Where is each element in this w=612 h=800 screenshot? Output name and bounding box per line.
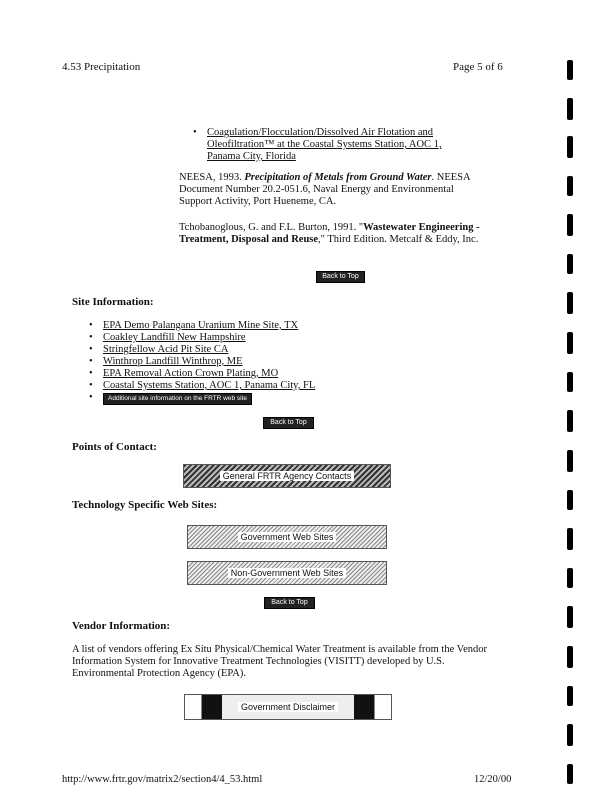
site-info-heading: Site Information:: [72, 296, 154, 308]
government-disclaimer-banner[interactable]: [184, 694, 392, 720]
vendor-heading: Vendor Information:: [72, 620, 171, 632]
neesa-title: Precipitation of Metals from Ground Water: [244, 172, 432, 183]
reference-tchobanoglous: [179, 222, 484, 246]
reference-neesa: [179, 172, 484, 208]
site-list: [89, 320, 389, 405]
vendor-text: A list of vendors offering Ex Situ Physical/Chemical Water Treatment is available from the Vendor Information System for Innovative Treatment Technologies (VISITT) developed by U.S. Environmental Protection Agency (EPA).: [72, 644, 488, 679]
back-to-top-button[interactable]: Back to Top: [316, 271, 365, 283]
nongov-web-sites-banner[interactable]: [187, 561, 387, 585]
tchob-suffix: ," Third Edition. Metcalf & Eddy, Inc.: [318, 234, 479, 245]
page-header-title: 4.53 Precipitation: [62, 61, 141, 73]
site-item-coastal-systems[interactable]: • Coastal Systems Station, AOC 1, Panama City, FL: [103, 380, 389, 392]
back-to-top-button[interactable]: Back to Top: [263, 417, 314, 429]
nongov-web-sites-label: Non-Government Web Sites: [228, 568, 346, 578]
tchob-prefix: Tchobanoglous, G. and F.L. Burton, 1991. ": [179, 222, 364, 233]
footer-url: http://www.frtr.gov/matrix2/section4/4_53.html: [62, 774, 263, 785]
neesa-prefix: NEESA, 1993.: [179, 172, 245, 183]
site-item-palangana[interactable]: • EPA Demo Palangana Uranium Mine Site, TX: [103, 320, 389, 332]
page-number: Page 5 of 6: [453, 61, 503, 73]
reference-link[interactable]: • Coagulation/Flocculation/Dissolved Air Flotation and Oleofiltration™ at the Coastal Systems Station, AOC 1, Panama City, Florida: [207, 127, 463, 163]
reference-list: [193, 127, 463, 163]
site-item-coakley[interactable]: • Coakley Landfill New Hampshire: [103, 332, 389, 344]
disclaimer-label: Government Disclaimer: [238, 702, 338, 712]
web-sites-heading: Technology Specific Web Sites:: [72, 499, 218, 511]
contacts-heading: Points of Contact:: [72, 441, 157, 453]
footer-date: 12/20/00: [474, 774, 512, 785]
site-item-crown-plating[interactable]: • EPA Removal Action Crown Plating, MO: [103, 368, 389, 380]
contacts-banner[interactable]: [183, 464, 391, 488]
gov-web-sites-label: Government Web Sites: [238, 532, 337, 542]
back-to-top-button[interactable]: Back to Top: [264, 597, 315, 609]
site-item-additional[interactable]: [103, 392, 389, 405]
gov-web-sites-banner[interactable]: [187, 525, 387, 549]
neesa-suffix: . NEESA Document Number 20.2-051.6, Naval Energy and Environmental Support Activity, Port Hueneme, CA.: [179, 172, 471, 207]
site-item-stringfellow[interactable]: • Stringfellow Acid Pit Site CA: [103, 344, 389, 356]
site-item-winthrop[interactable]: • Winthrop Landfill Winthrop, ME: [103, 356, 389, 368]
contacts-banner-label: General FRTR Agency Contacts: [220, 471, 354, 481]
tchob-title: Wastewater Engineering - Treatment, Disposal and Reuse: [179, 222, 480, 245]
additional-site-info-link[interactable]: Additional site information on the FRTR web site: [103, 393, 252, 405]
